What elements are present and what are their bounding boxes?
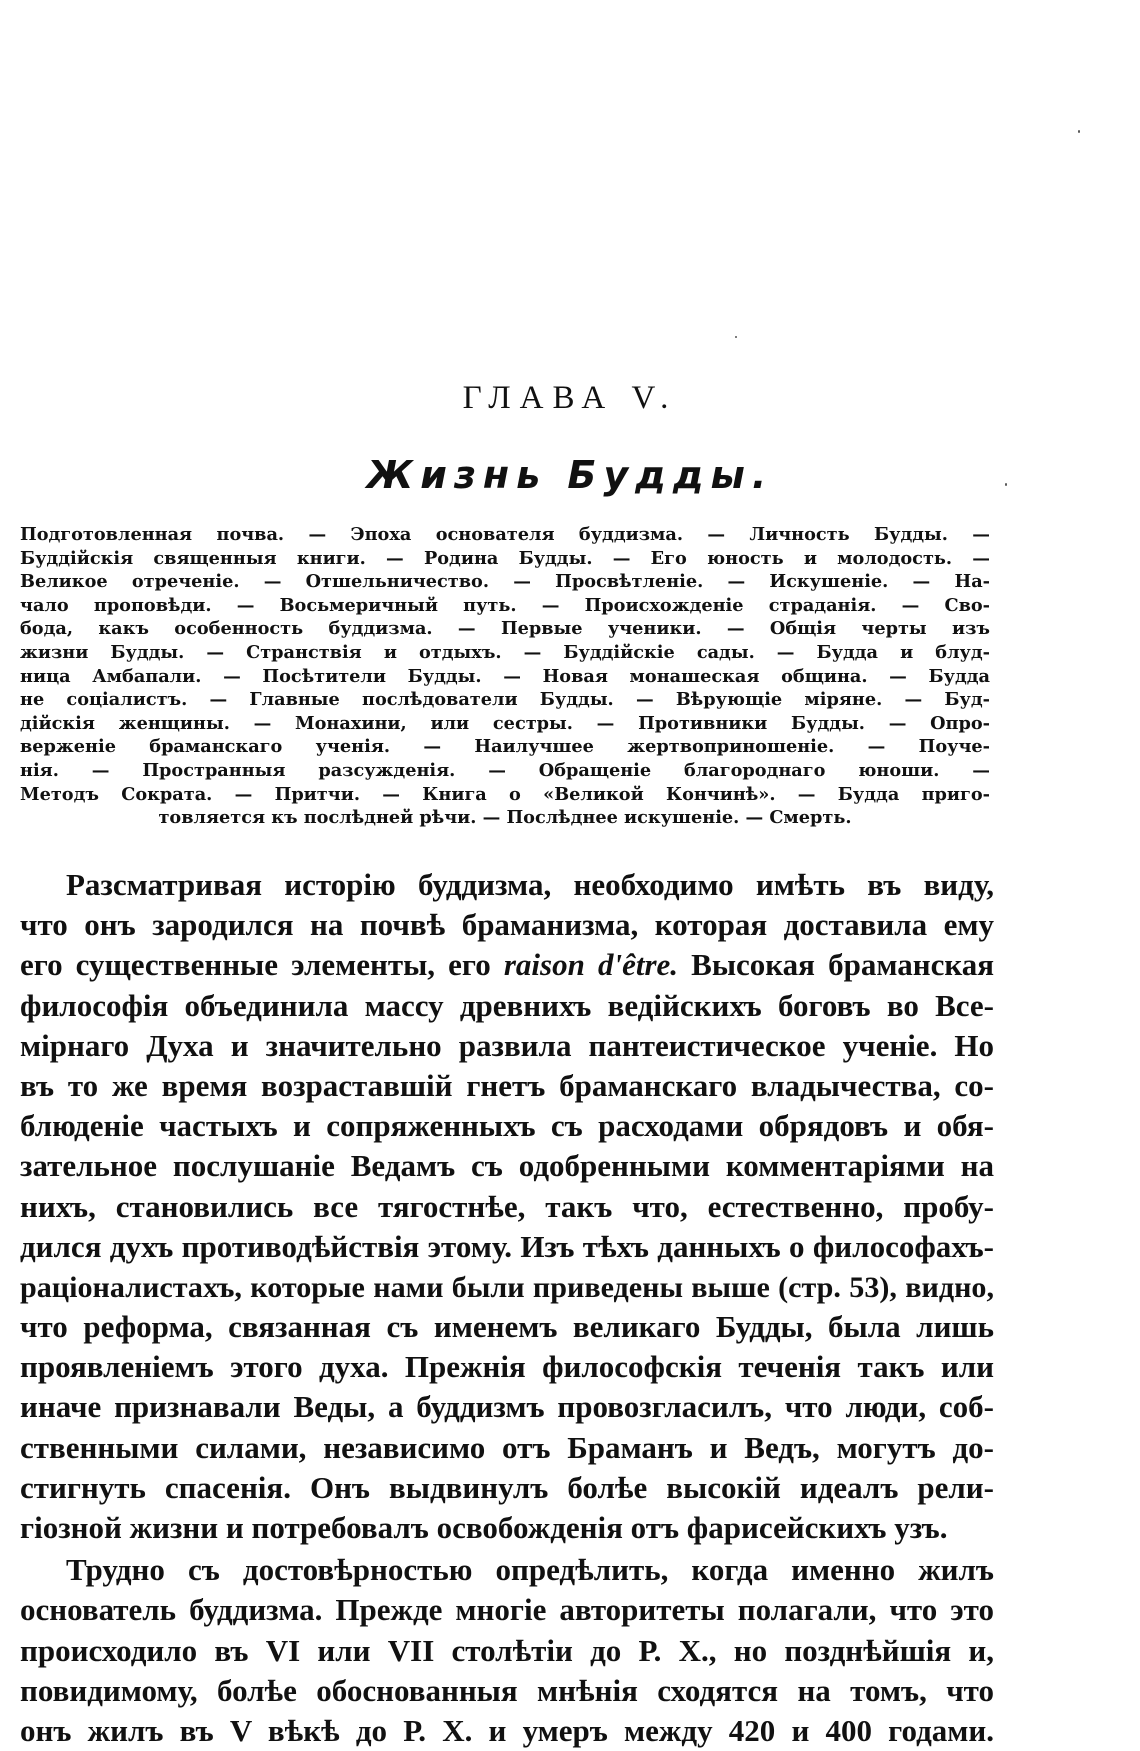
summary-line: Буддійскія священныя книги. — Родина Будды. — Его юность и молодость. — <box>20 547 990 569</box>
summary-line: верженіе браманскаго ученія. — Наилучшее жертвоприношеніе. — Поуче- <box>20 736 990 758</box>
body-line-text: его существенные элементы, его <box>20 947 504 983</box>
paragraph-2 <box>20 1550 994 1751</box>
body-line: мірнаго Духа и значительно развила пантеистическое ученіе. Но <box>20 1027 994 1063</box>
chapter-label: ГЛАВА V. <box>462 380 678 416</box>
summary-line: жизни Будды. — Странствія и отдыхъ. — Буддійскіе сады. — Будда и блуд- <box>20 641 990 663</box>
print-speck <box>1078 130 1080 133</box>
body-line: блюденіе частыхъ и сопряженныхъ съ расходами обрядовъ и обя- <box>20 1108 994 1144</box>
italic-phrase: raison d'être. <box>503 947 679 983</box>
body-line: гіозной жизни и потребовалъ освобожденія отъ фарисейскихъ узъ. <box>20 1510 948 1545</box>
body-line: стигнуть спасенія. Онъ выдвинулъ болѣе высокій идеалъ рели- <box>20 1469 994 1505</box>
body-line: Разсматривая исторію буддизма, необходимо имѣть въ виду, <box>66 867 994 902</box>
body-line: основатель буддизма. Прежде многіе авторитеты полагали, что это <box>20 1592 994 1628</box>
chapter-summary <box>20 523 990 830</box>
print-speck <box>735 336 737 338</box>
body-line: проявленіемъ этого духа. Прежнія философскія теченія такъ или <box>20 1349 994 1385</box>
summary-line: ница Амбапали. — Посѣтители Будды. — Новая монашеская община. — Будда <box>20 665 990 687</box>
summary-line: товляется къ послѣдней рѣчи. — Послѣднее искушеніе. — Смерть. <box>158 807 852 829</box>
body-line: ственными силами, независимо отъ Браманъ и Ведъ, могутъ до- <box>20 1429 994 1465</box>
body-line: что онъ зародился на почвѣ браманизма, которая доставила ему <box>20 907 994 943</box>
body-line: онъ жилъ въ V вѣкѣ до Р. Х. и умеръ между 420 и 400 годами. <box>20 1712 994 1748</box>
body-line: раціоналистахъ, которые нами были приведены выше (стр. 53), видно, <box>20 1269 994 1304</box>
summary-line: нія. — Пространныя разсужденія. — Обращеніе благороднаго юноши. — <box>20 759 990 781</box>
body-line: нихъ, становились все тягостнѣе, такъ что, естественно, пробу- <box>20 1188 994 1224</box>
print-speck <box>1005 483 1007 486</box>
summary-line: дійскія женщины. — Монахини, или сестры. — Противники Будды. — Опро- <box>20 712 990 734</box>
body-line: что реформа, связанная съ именемъ великаго Будды, была лишь <box>20 1309 994 1345</box>
body-line: дился духъ противодѣйствія этому. Изъ тѣхъ данныхъ о философахъ- <box>20 1228 994 1264</box>
body-line: въ то же время возраставшій гнетъ браманскаго владычества, со- <box>20 1067 994 1103</box>
body-line: происходило въ VI или VII столѣтіи до Р. Х., но позднѣйшія и, <box>20 1632 994 1668</box>
summary-line: Подготовленная почва. — Эпоха основателя буддизма. — Личность Будды. — <box>20 524 990 545</box>
body-line: Трудно съ достовѣрностью опредѣлить, когда именно жилъ <box>66 1552 994 1588</box>
body-line: иначе признавали Веды, а буддизмъ провозгласилъ, что люди, соб- <box>20 1389 994 1425</box>
summary-line: бода, какъ особенность буддизма. — Первые ученики. — Общія черты изъ <box>20 618 990 640</box>
chapter-title: Жизнь Будды. <box>366 453 774 497</box>
body-text <box>20 865 994 1751</box>
summary-line: Методъ Сократа. — Притчи. — Книга о «Великой Кончинѣ». — Будда приго- <box>20 783 990 805</box>
body-line: философія объединила массу древнихъ ведійскихъ боговъ во Все- <box>20 987 994 1023</box>
summary-line: не соціалистъ. — Главные послѣдователи Будды. — Вѣрующіе міряне. — Буд- <box>20 689 990 711</box>
summary-line: чало проповѣди. — Восьмеричный путь. — Происхожденіе страданія. — Сво- <box>20 594 990 616</box>
body-line: повидимому, болѣе обоснованныя мнѣнія сходятся на томъ, что <box>20 1672 994 1708</box>
paragraph-1 <box>20 865 994 1548</box>
body-line-text: Высокая браманская <box>678 947 995 983</box>
summary-line: Великое отреченіе. — Отшельничество. — Просвѣтленіе. — Искушеніе. — На- <box>20 571 990 593</box>
body-line <box>20 945 994 985</box>
body-line: зательное послушаніе Ведамъ съ одобренными комментаріями на <box>20 1148 994 1184</box>
